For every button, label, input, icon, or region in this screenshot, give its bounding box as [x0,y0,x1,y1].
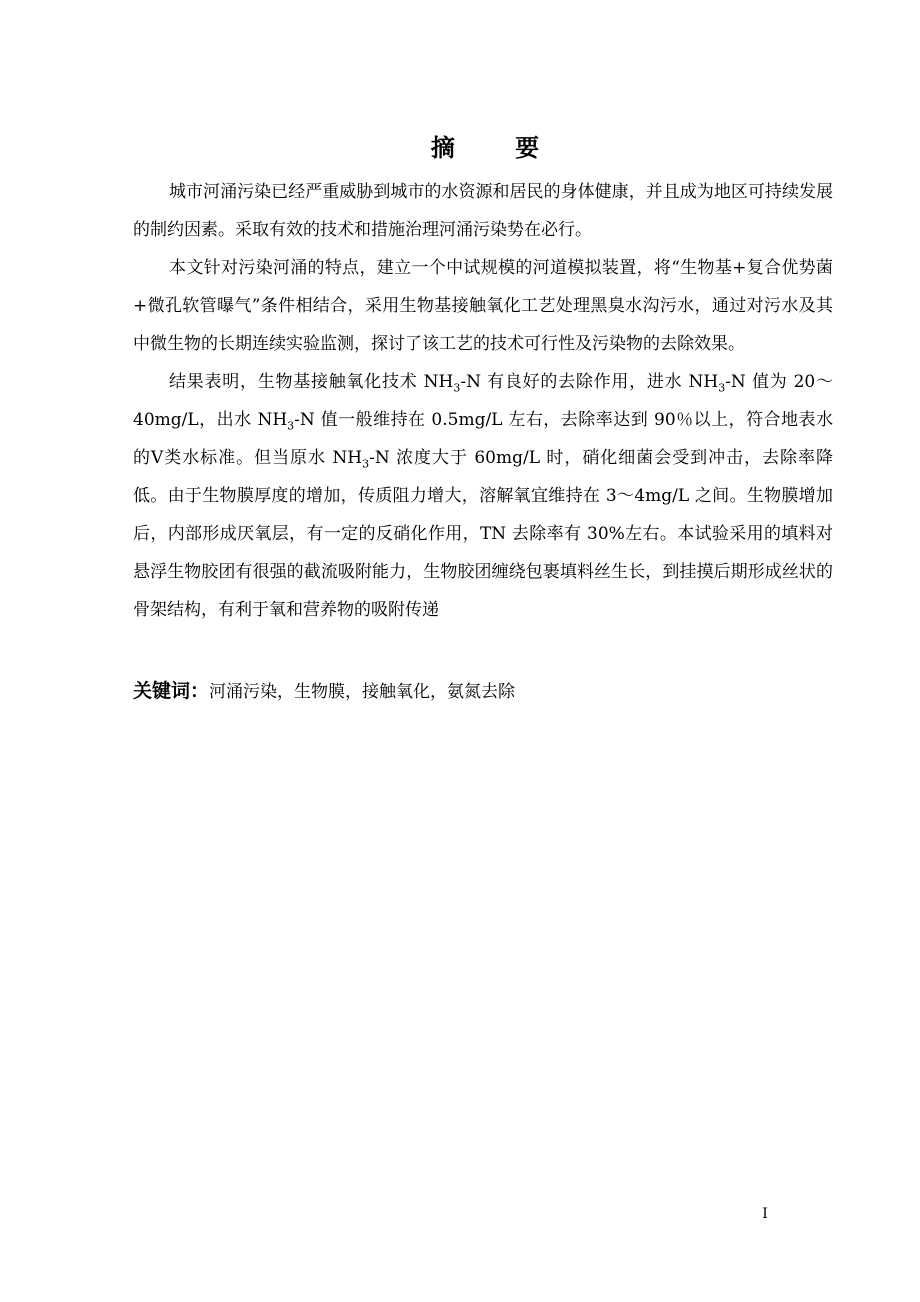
keywords-text: 河涌污染，生物膜，接触氧化，氨氮去除 [209,682,516,702]
page-number: I [762,1206,768,1222]
abstract-paragraph-3 [133,363,833,629]
keywords-line [133,676,833,707]
subscript: 3 [453,381,461,395]
subscript: 3 [362,457,370,471]
text-segment: -N 值为 20～40mg/L，出水 NH [133,372,833,430]
text-segment: -N 值一般维持在 0.5mg/L 左右，去除率达到 90％以上，符合地表水的Ⅴ类水标准。但当原水 NH [133,410,833,468]
subscript: 3 [287,419,295,433]
abstract-paragraph-1: 城市河涌污染已经严重威胁到城市的水资源和居民的身体健康，并且成为地区可持续发展的制约因素。采取有效的技术和措施治理河涌污染势在必行。 [133,182,833,240]
text-segment: 结果表明，生物基接触氧化技术 NH [169,372,454,392]
abstract-title: 摘 要 [430,134,566,162]
abstract-body [133,173,833,629]
subscript: 3 [718,381,726,395]
keywords-label: 关键词： [133,680,210,702]
text-segment: -N 有良好的去除作用，进水 NH [460,372,719,392]
abstract-paragraph-2: 本文针对污染河涌的特点，建立一个中试规模的河道模拟装置，将“生物基+复合优势菌+微孔软管曝气”条件相结合，采用生物基接触氧化工艺处理黑臭水沟污水，通过对污水及其中微生物的长期连续实验监测，探讨了该工艺的技术可行性及污染物的去除效果。 [133,258,833,354]
text-segment: -N 浓度大于 60mg/L 时，硝化细菌会受到冲击，去除率降低。由于生物膜厚度的增加，传质阻力增大，溶解氧宜维持在 3～4mg/L 之间。生物膜增加后，内部形成厌氧层，有一定的反硝化作用，TN 去除率有 30%左右。本试验采用的填料对悬浮生物胶团有很强的截流吸附能力，生物胶团缠绕包裹填料丝生长，到挂摸后期形成丝状的骨架结构，有利于氧和营养物的吸附传递 [133,448,833,620]
